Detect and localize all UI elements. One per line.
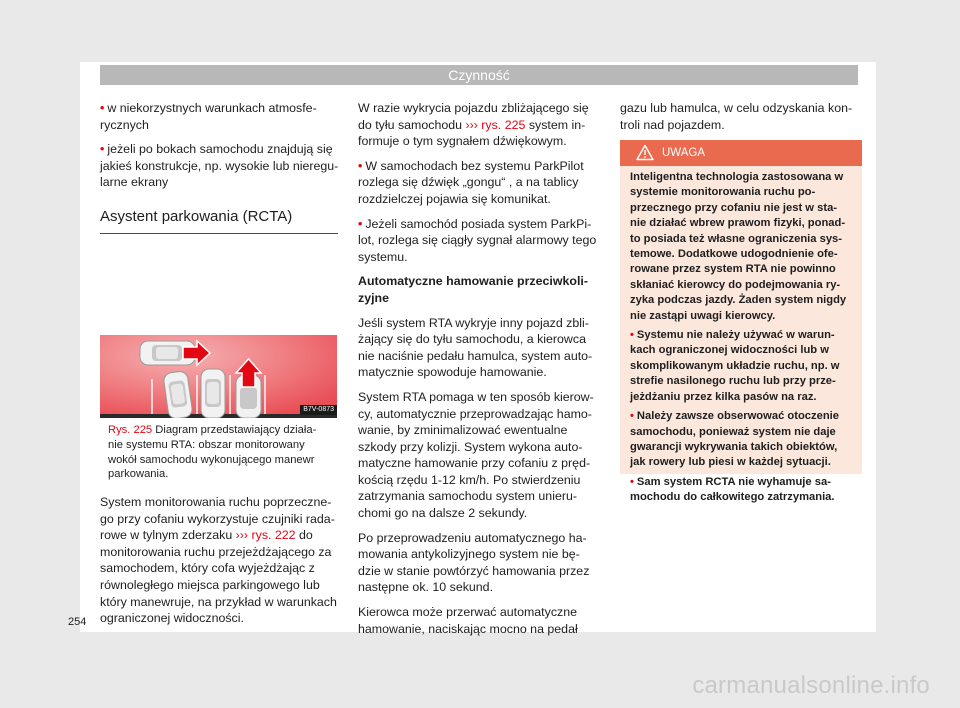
bullet-icon: •: [630, 475, 634, 488]
right-column: gazu lub hamulca, w celu odzyskania kon- troli nad pojazdem.: [620, 101, 853, 132]
watermark: carmanualsonline.info: [692, 672, 930, 699]
rcta-diagram-image: [100, 335, 337, 418]
bullet-icon: •: [100, 101, 105, 115]
section-heading: Asystent parkowania (RCTA): [100, 207, 338, 234]
list-item: • w niekorzystnych warunkach atmosfe- rycznych: [100, 101, 317, 132]
page-number: 254: [68, 616, 87, 628]
figure-link[interactable]: ››› rys. 225: [465, 117, 526, 132]
paragraph: Inteligentna technologia zastosowana w systemie monitorowania ruchu po- przecznego przy cofaniu nie jest w sta- nie działać wbrew prawom fizyki, ponad- to posiada też własne ograniczenia sys- temowe. Dodatkowe udogodnienie ofe- rowane przez system RTA nie powinno skłaniać kierowcy do podejmowania ry- zyka podczas jazdy. Żaden system nigdy nie zastąpi uwagi kierowcy.: [630, 171, 847, 322]
middle-column: [358, 100, 608, 645]
paragraph: System RTA pomaga w ten sposób kierow- cy, automatycznie przeprowadzając hamo- wanie, by zminimalizować ewentualne szkody przy kolizji. System wykona auto- matyczne hamowanie przy cofaniu z pręd- kością rzędu 1-12 km/h. Po stwierdzeniu zatrzymania samochodu system unieru- chomi go na dalsze 2 sekundy.: [358, 389, 594, 521]
paragraph: Jeśli system RTA wykryje inny pojazd zbli- żający się do tyłu samochodu, a kierowca nie naciśnie pedału hamulca, system auto- matycznie spowoduje hamowanie.: [358, 315, 593, 380]
parked-car-2: [201, 369, 225, 418]
bullet-icon: •: [630, 410, 634, 423]
figure-caption: Rys. 225 Diagram przedstawiający działa- nie systemu RTA: obszar monitorowany wokół samochodu wykonującego manewr parkowania.: [108, 424, 317, 481]
list-item: • Systemu nie należy używać w warun- kach ograniczonej widoczności lub w skomplikowanym układzie ruchu, np. w strefie nasilonego ruchu lub przy prze- jeżdżaniu przez kilka pasów na raz.: [630, 329, 840, 403]
section-header: Czynność: [100, 65, 858, 85]
list-item: • Sam system RCTA nie wyhamuje sa- mochodu do całkowitego zatrzymania.: [630, 475, 835, 504]
paragraph: W razie wykrycia pojazdu zbliżającego się do tyłu samochodu ››› rys. 225 system in- formuje o tym sygnałem dźwiękowym.: [358, 101, 589, 149]
list-item: • jeżeli po bokach samochodu znajdują się jakieś konstrukcje, np. wysokie lub nieregu- larne ekrany: [100, 142, 339, 190]
warning-body: [630, 170, 860, 510]
list-item: • Jeżeli samochód posiada system ParkPi- lot, rozlega się ciągły sygnał alarmowy tego systemu.: [358, 216, 597, 264]
figure-link[interactable]: ››› rys. 222: [235, 528, 296, 543]
paragraph: Po przeprowadzeniu automatycznego ha- mowania antykolizyjnego system nie bę- dzie w stanie powtórzyć hamowania przez następne ok. 10 sekund.: [358, 530, 590, 595]
warning-triangle-icon: [636, 144, 654, 161]
list-item: • W samochodach bez systemu ParkPilot rozlega się dźwięk „gongu“ , a na tablicy rozdzielczej pojawia się komunikat.: [358, 158, 584, 206]
bullet-icon: •: [358, 216, 363, 231]
left-column: [100, 100, 340, 199]
warning-title: UWAGA: [662, 147, 706, 159]
subheading: Automatyczne hamowanie przeciwkoli- zyjne: [358, 274, 588, 305]
list-item: • Należy zawsze obserwować otoczenie samochodu, ponieważ system nie daje gwarancji wykrywania takich obiektów, jak rowery lub piesi w każdej sytuacji.: [630, 410, 839, 469]
left-body-text: System monitorowania ruchu poprzeczne- go przy cofaniu wykorzystuje czujniki rada- rowe w tylnym zderzaku ››› rys. 222 do monitorowania ruchu przejeżdżającego za samochodem, który cofa wyjeżdżając z równoległego miejsca parkingowego lub który manewruje, na przykład w warunkach ograniczonej widoczności.: [100, 495, 337, 626]
bullet-icon: •: [630, 329, 634, 342]
bullet-icon: •: [358, 158, 363, 173]
figure-number: Rys. 225: [108, 424, 153, 436]
paragraph: Kierowca może przerwać automatyczne hamowanie, naciskając mocno na pedał: [358, 605, 578, 636]
bullet-icon: •: [100, 142, 105, 157]
figure-code: B7V-0873: [300, 405, 337, 415]
warning-header: [620, 140, 862, 166]
warning-box: [620, 140, 862, 504]
